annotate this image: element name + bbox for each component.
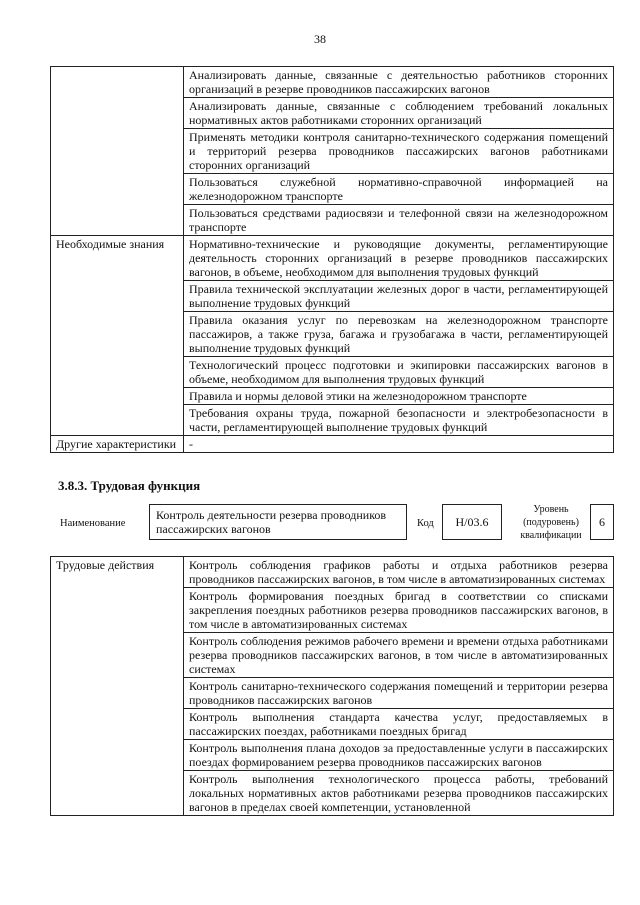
table-cell: Требования охраны труда, пожарной безопасности и электробезопасности в части, регламентирующей выполнение трудовых функций: [184, 405, 614, 436]
table-cell: Анализировать данные, связанные с соблюдением требований локальных нормативных актов работниками сторонних организаций: [184, 98, 614, 129]
table-cell: Правила и нормы деловой этики на железнодорожном транспорте: [184, 388, 614, 405]
table-cell: Пользоваться средствами радиосвязи и телефонной связи на железнодорожном транспорте: [184, 205, 614, 236]
table-cell: Контроль выполнения плана доходов за предоставленные услуги в пассажирских поездах формированием резерва проводников пассажирских вагонов: [184, 740, 614, 771]
name-label: Наименование: [60, 518, 126, 529]
row-label-other: Другие характеристики: [51, 436, 184, 453]
table-cell: Анализировать данные, связанные с деятельностью работников сторонних организаций в резерве проводников пассажирских вагонов: [184, 67, 614, 98]
table-row: [51, 236, 614, 281]
table-row: [51, 67, 614, 98]
table-cell: -: [184, 436, 614, 453]
table-cell: Правила оказания услуг по перевозкам на железнодорожном транспорте пассажиров, а также груза, багажа и грузобагажа в части, регламентирующей выполнение трудовых функций: [184, 312, 614, 357]
row-label-actions: Трудовые действия: [51, 557, 184, 816]
table-cell: Пользоваться служебной нормативно-справочной информацией на железнодорожном транспорте: [184, 174, 614, 205]
level-label: Уровень (подуровень) квалификации: [520, 504, 582, 541]
table-cell: Контроль выполнения технологического процесса работы, требований локальных нормативных актов работниками резерва проводников пассажирских вагонов в пределах своей компетенции, установленной: [184, 771, 614, 816]
row-label-empty: [51, 67, 184, 236]
page-number: 38: [314, 32, 326, 46]
function-code: Н/03.6: [442, 504, 502, 540]
labor-actions-table: [50, 556, 614, 816]
table-cell: Правила технической эксплуатации железных дорог в части, регламентирующей выполнение трудовых функций: [184, 281, 614, 312]
table-cell: Нормативно-технические и руководящие документы, регламентирующие деятельность сторонних организаций в резерве проводников пассажирских вагонов, в объеме, необходимом для выполнения трудовых функций: [184, 236, 614, 281]
skills-knowledge-table: [50, 66, 614, 453]
table-cell: Применять методики контроля санитарно-технического содержания помещений и территорий резерва проводников пассажирских вагонов работниками сторонних организаций: [184, 129, 614, 174]
table-row: [51, 557, 614, 588]
code-label: Код: [417, 518, 434, 529]
table-cell: Контроль формирования поездных бригад в соответствии со списками закрепления поездных работников резерва проводников пассажирских вагонов, в том числе в автоматизированных системах: [184, 588, 614, 633]
table-cell: Контроль выполнения стандарта качества услуг, предоставляемых в пассажирских поездах, работниками поездных бригад: [184, 709, 614, 740]
function-name: Контроль деятельности резерва проводников пассажирских вагонов: [149, 504, 407, 540]
section-title: 3.8.3. Трудовая функция: [58, 478, 201, 493]
function-header: [50, 504, 614, 544]
table-cell: Технологический процесс подготовки и экипировки пассажирских вагонов в объеме, необходимом для выполнения трудовых функций: [184, 357, 614, 388]
row-label-knowledge: Необходимые знания: [51, 236, 184, 436]
table-cell: Контроль соблюдения режимов рабочего времени и времени отдыха работниками резерва проводников пассажирских вагонов, в том числе в автоматизированных системах: [184, 633, 614, 678]
table-cell: Контроль санитарно-технического содержания помещений и территории резерва проводников пассажирских вагонов: [184, 678, 614, 709]
table-row: [51, 436, 614, 453]
table-cell: Контроль соблюдения графиков работы и отдыха работников резерва проводников пассажирских вагонов, в том числе в автоматизированных системах: [184, 557, 614, 588]
function-level: 6: [590, 504, 614, 540]
